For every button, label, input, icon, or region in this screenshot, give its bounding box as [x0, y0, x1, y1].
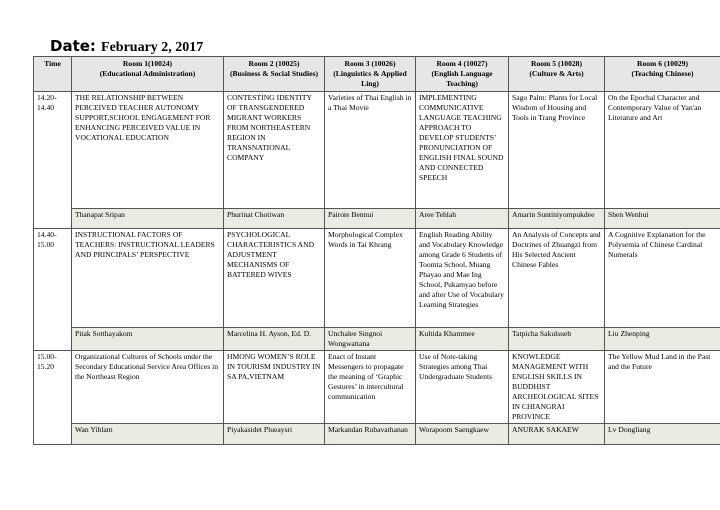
speaker-name: Wan Yiblam — [72, 424, 224, 445]
date-label: Date: — [50, 37, 96, 55]
time-cell: 15.00-15.20 — [34, 351, 72, 445]
paper-title: Sago Palm: Plants for Local Wisdom of Housing and Tools in Trang Province — [509, 92, 605, 209]
speaker-name: Tatpicha Sakulsueb — [509, 328, 605, 351]
header-room-1: Room 1(10024) (Educational Administration) — [72, 57, 224, 92]
speaker-name: Aree Tehlah — [416, 209, 509, 229]
header-time: Time — [34, 57, 72, 92]
paper-title: Use of Note-taking Strategies among Thai Undergraduate Students — [416, 351, 509, 424]
schedule-table — [33, 56, 720, 445]
paper-title: On the Epochal Character and Contemporary Value of Yan'an Literature and Art — [605, 92, 720, 209]
header-room-5: Room 5 (10028) (Culture & Arts) — [509, 57, 605, 92]
time-cell: 14.40-15.00 — [34, 229, 72, 351]
speaker-name: Thanapat Sripan — [72, 209, 224, 229]
paper-title: CONTESTING IDENTITY OF TRANSGENDERED MIGRANT WORKERS FROM NORTHEASTERN REGION IN TRANSNATIONAL COMPANY — [224, 92, 325, 209]
title-row — [34, 92, 720, 209]
paper-title: IMPLEMENTING COMMUNICATIVE LANGUAGE TEACHING APPROACH TO DEVELOP STUDENTS’ PRONUNCIATION OF ENGLISH FINAL SOUND AND CONNECTED SPEECH — [416, 92, 509, 209]
speaker-name: Worapoom Saengkaew — [416, 424, 509, 445]
paper-title: HMONG WOMEN’S ROLE IN TOURISM INDUSTRY IN SA PA,VIETNAM — [224, 351, 325, 424]
speaker-name: ANURAK SAKAEW — [509, 424, 605, 445]
paper-title: PSYCHOLOGICAL CHARACTERISTICS AND ADJUSTMENT MECHANISMS OF BATTERED WIVES — [224, 229, 325, 328]
speaker-name: Pairote Bennui — [325, 209, 416, 229]
speaker-name: Lv Dongliang — [605, 424, 720, 445]
speaker-name: Shen Wenhui — [605, 209, 720, 229]
speaker-name: Marcelina H. Ayson, Ed. D. — [224, 328, 325, 351]
header-room-2: Room 2 (10025) (Business & Social Studies) — [224, 57, 325, 92]
header-room-6: Room 6 (10029) (Teaching Chinese) — [605, 57, 720, 92]
date-heading — [50, 36, 203, 56]
time-cell: 14.20-14.40 — [34, 92, 72, 229]
paper-title: English Reading Ability and Vocabulary Knowledge among Grade 6 Students of Toomta School, Muang Phayao and Mae Ing School, Pukamyao before and after Use of Vocabulary Learning Strategies — [416, 229, 509, 328]
speaker-name: Pitak Sotthayakom — [72, 328, 224, 351]
speaker-name: Amarin Suntiniyompukdee — [509, 209, 605, 229]
paper-title: INSTRUCTIONAL FACTORS OF TEACHERS: INSTRUCTIONAL LEADERS AND PRINCIPALS’ PERSPECTIVE — [72, 229, 224, 328]
speaker-name: Liu Zhenping — [605, 328, 720, 351]
title-row — [34, 229, 720, 328]
date-value: February 2, 2017 — [101, 40, 204, 55]
speaker-row — [34, 209, 720, 229]
header-row — [34, 57, 720, 92]
speaker-name: Phurinat Chotiwan — [224, 209, 325, 229]
paper-title: A Cognitive Explanation for the Polysemia of Chinese Cardinal Numerals — [605, 229, 720, 328]
paper-title: Enact of Instant Messengers to propagate the meaning of ‘Graphic Gestures’ in intercultural communication — [325, 351, 416, 424]
speaker-row — [34, 328, 720, 351]
speaker-name: Markandan Rubavathanan — [325, 424, 416, 445]
paper-title: The Yellow Mud Land in the Past and the Future — [605, 351, 720, 424]
speaker-row — [34, 424, 720, 445]
paper-title: THE RELATIONSHIP BETWEEN PERCEIVED TEACHER AUTONOMY SUPPORT,SCHOOL ENGAGEMENT FOR ENHANCING PERCEIVED VALUE IN VOCATIONAL EDUCATION — [72, 92, 224, 209]
header-room-4: Room 4 (10027) (English Language Teaching) — [416, 57, 509, 92]
speaker-name: Unchalee Singnoi Wongwattana — [325, 328, 416, 351]
paper-title: KNOWLEDGE MANAGEMENT WITH ENGLISH SKILLS IN BUDDHIST ARCHEOLOGICAL SITES IN CHIANGRAI PROVINCE — [509, 351, 605, 424]
header-room-3: Room 3 (10026) (Linguistics & Applied Ling) — [325, 57, 416, 92]
paper-title: An Analysis of Concepts and Doctrines of Zhuangzi from His Selected Ancient Chinese Fables — [509, 229, 605, 328]
paper-title: Morphological Complex Words in Tai Khrang — [325, 229, 416, 328]
paper-title: Organizational Cultures of Schools under the Secondary Educational Service Area Offices in the Northeast Region — [72, 351, 224, 424]
title-row — [34, 351, 720, 424]
speaker-name: Kultida Khammee — [416, 328, 509, 351]
speaker-name: Piyakasidet Plueaysri — [224, 424, 325, 445]
paper-title: Varieties of Thai English in a Thai Movie — [325, 92, 416, 209]
